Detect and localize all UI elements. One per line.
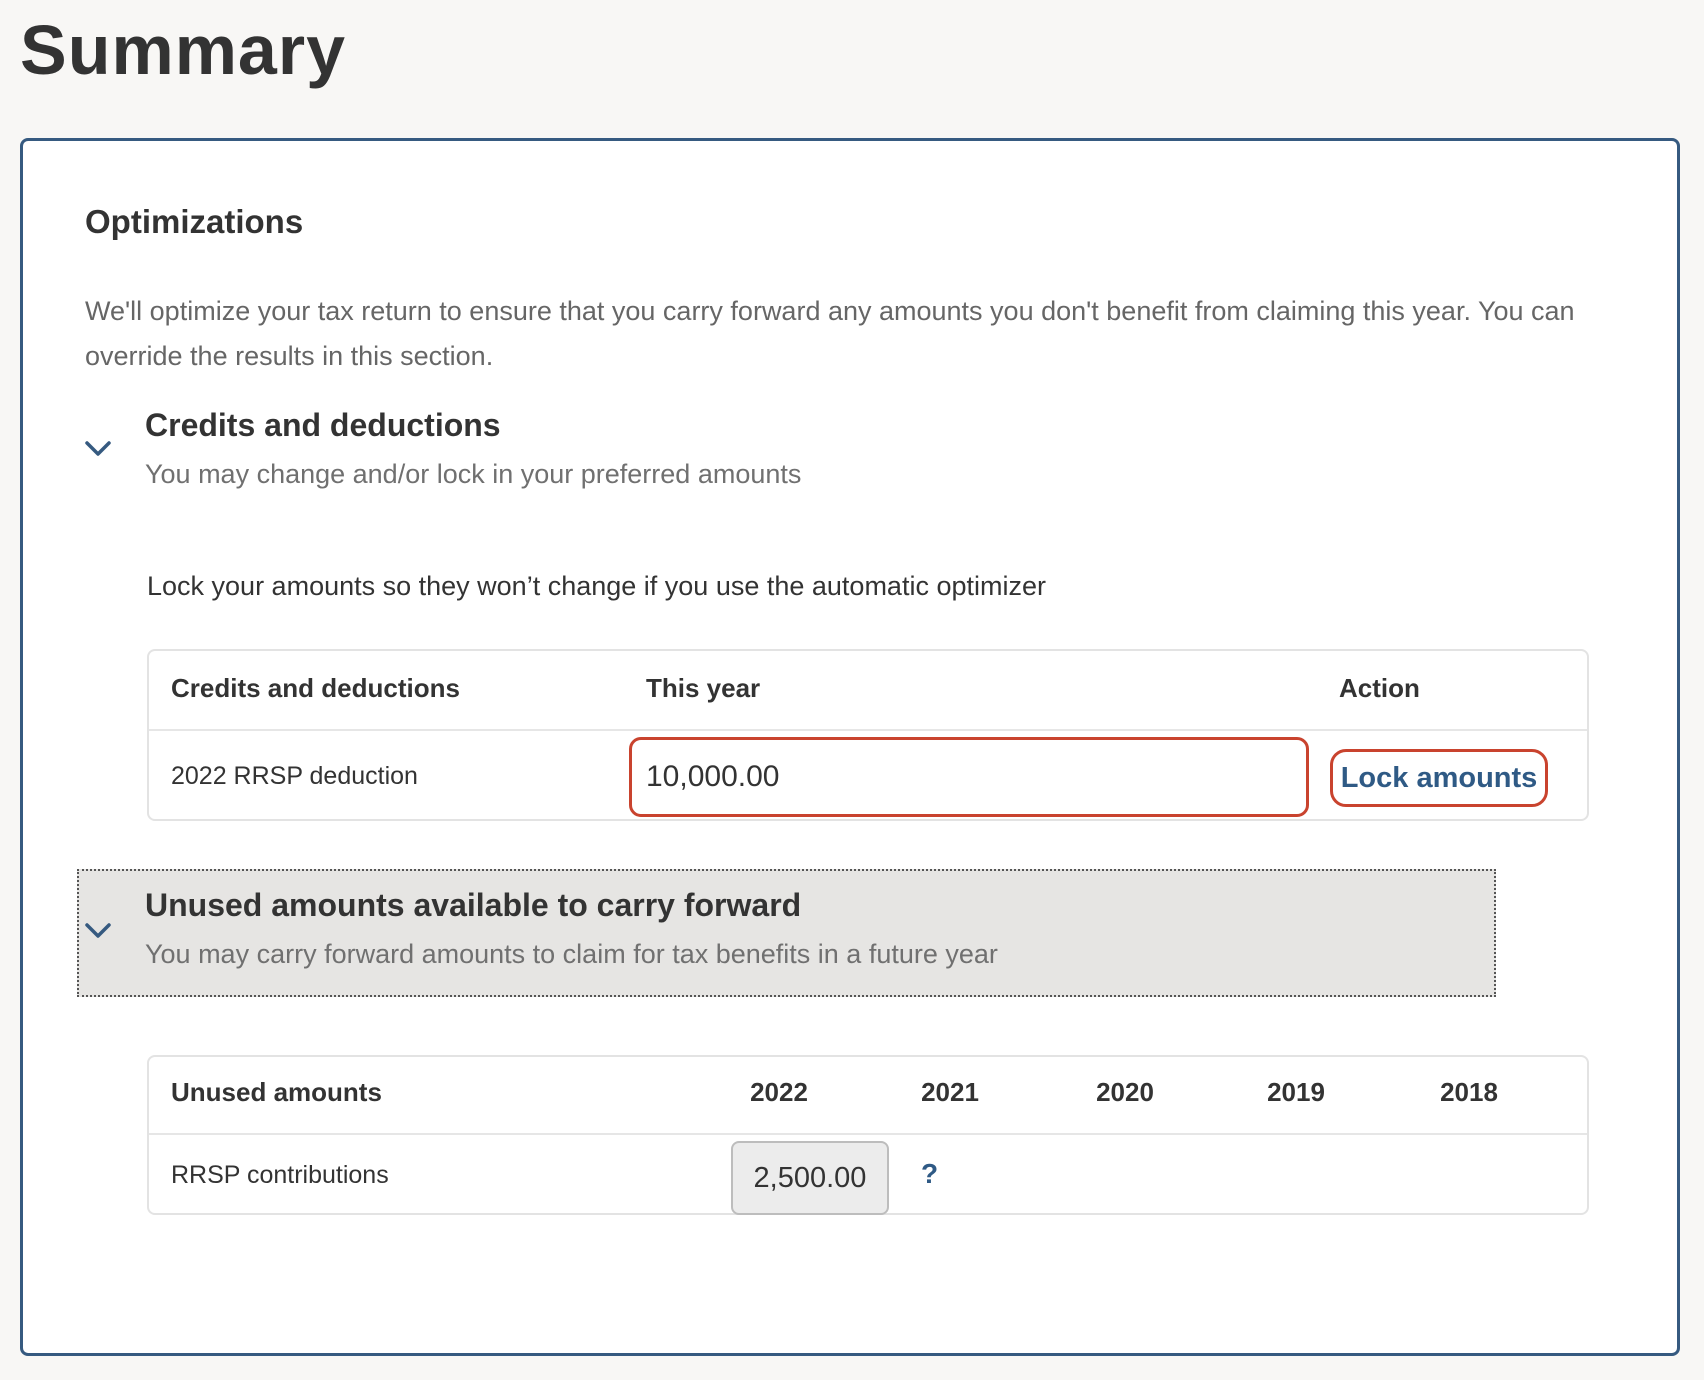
lock-amounts-button[interactable]: Lock amounts xyxy=(1330,749,1548,807)
column-header-credits: Credits and deductions xyxy=(171,673,460,703)
chevron-down-icon[interactable] xyxy=(83,915,113,945)
column-header-2019: 2019 xyxy=(1267,1077,1325,1107)
column-header-unused: Unused amounts xyxy=(171,1077,382,1107)
column-header-2021: 2021 xyxy=(921,1077,979,1107)
unused-heading[interactable]: Unused amounts available to carry forward xyxy=(145,887,802,923)
section-title: Optimizations xyxy=(85,203,304,240)
column-header-action: Action xyxy=(1339,673,1420,703)
optimizations-description: We'll optimize your tax return to ensure that you carry forward any amounts you don't benefit from claiming this year. You can override the results in this section. xyxy=(85,296,1575,371)
column-header-2020: 2020 xyxy=(1096,1077,1154,1107)
credits-subheading: You may change and/or lock in your preferred amounts xyxy=(145,459,802,489)
rrsp-contributions-2022-value: 2,500.00 xyxy=(731,1141,889,1215)
row-label-rrsp-deduction: 2022 RRSP deduction xyxy=(171,762,418,790)
lock-hint: Lock your amounts so they won’t change if you use the automatic optimizer xyxy=(147,571,1046,601)
row-label-rrsp-contributions: RRSP contributions xyxy=(171,1161,389,1189)
credits-heading[interactable]: Credits and deductions xyxy=(145,407,501,443)
row-divider xyxy=(149,1133,1587,1135)
row-divider xyxy=(149,729,1587,731)
chevron-down-icon[interactable] xyxy=(83,433,113,463)
page-title: Summary xyxy=(20,11,347,89)
unused-table xyxy=(147,1055,1589,1215)
unused-subheading: You may carry forward amounts to claim for tax benefits in a future year xyxy=(145,939,998,969)
rrsp-deduction-input[interactable] xyxy=(629,737,1309,817)
column-header-2022: 2022 xyxy=(750,1077,808,1107)
optimizations-card xyxy=(20,138,1680,1356)
unused-amounts-header[interactable] xyxy=(77,869,1496,997)
column-header-2018: 2018 xyxy=(1440,1077,1498,1107)
credits-table xyxy=(147,649,1589,821)
column-header-this-year: This year xyxy=(646,673,761,703)
help-icon[interactable]: ? xyxy=(921,1158,939,1189)
